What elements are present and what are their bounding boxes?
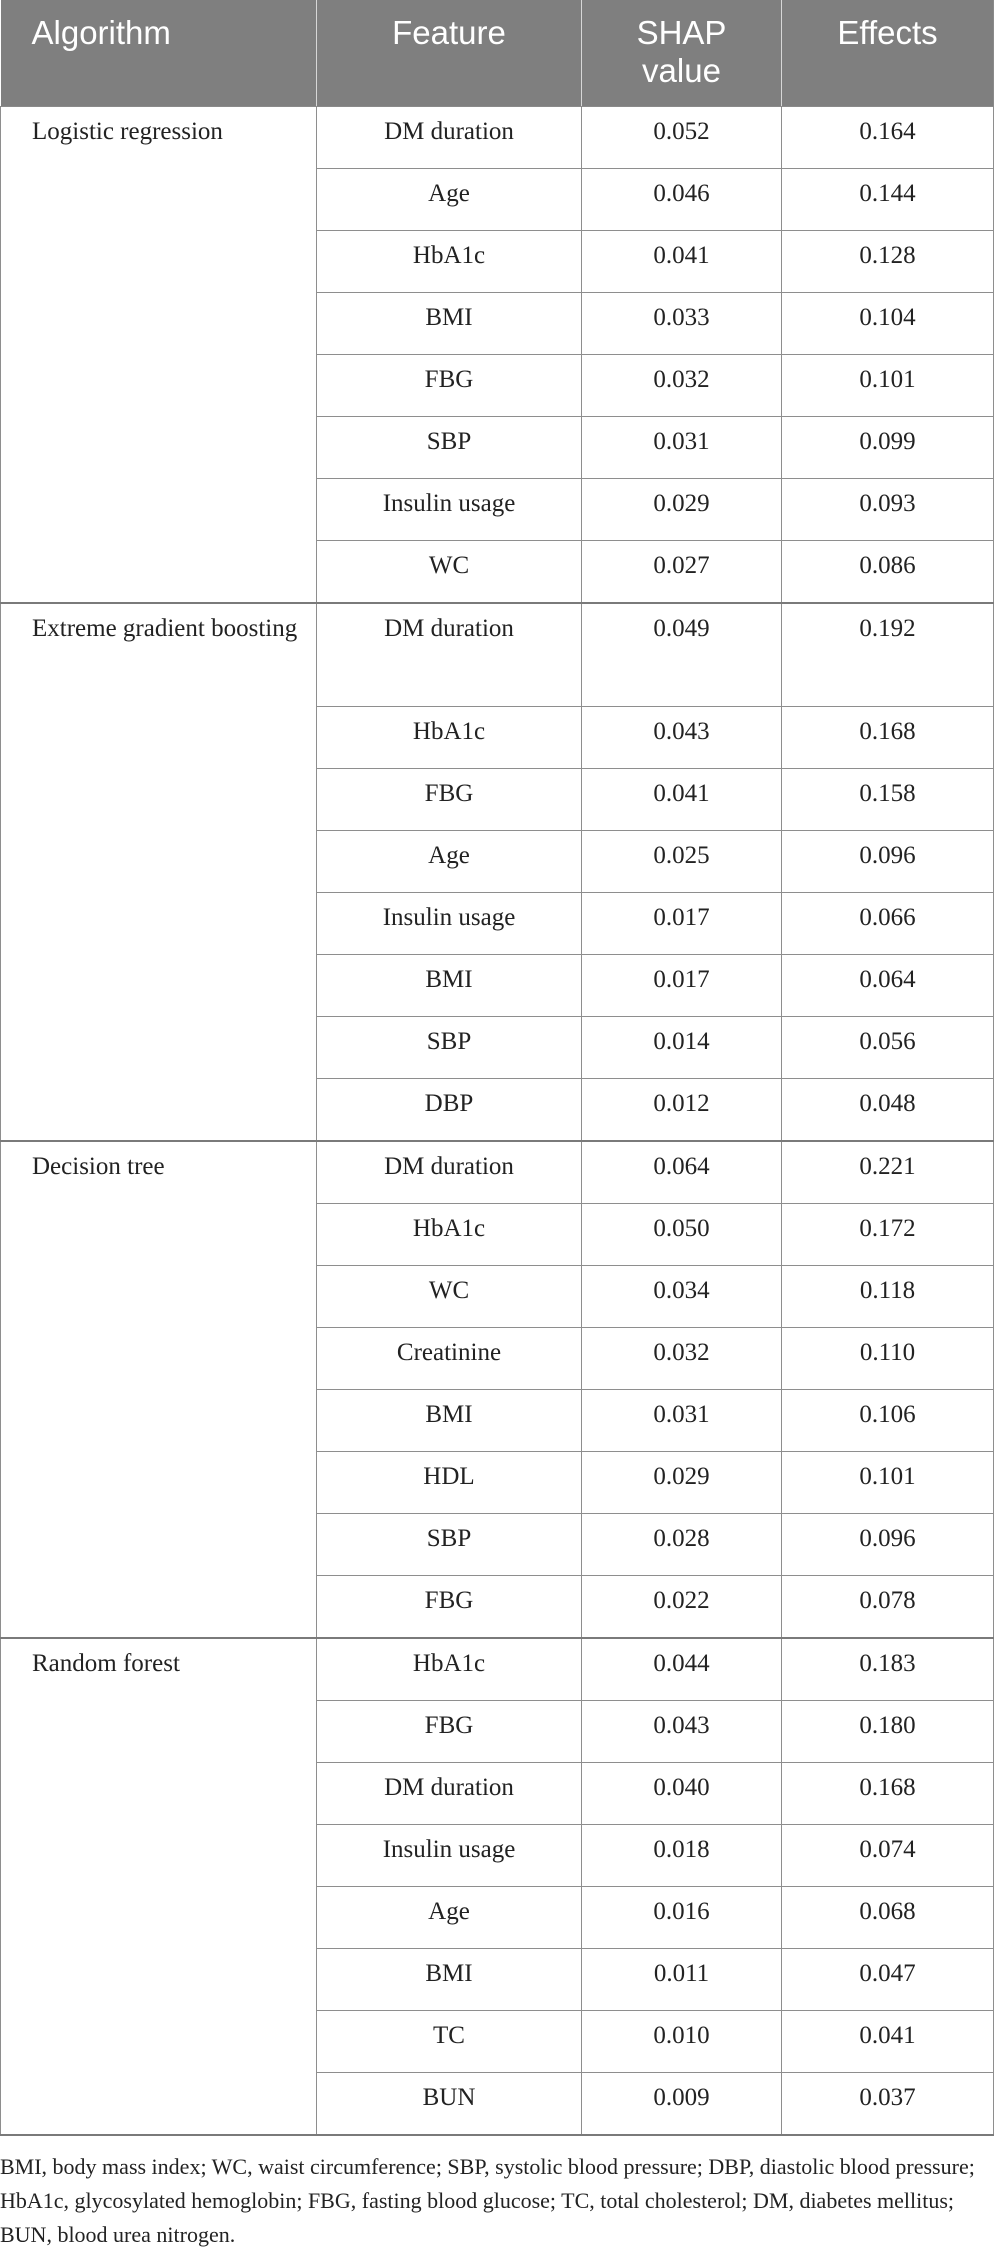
table-row	[1, 1141, 994, 1204]
effect-cell: 0.056	[782, 1017, 994, 1079]
shap-value-cell: 0.017	[582, 955, 782, 1017]
effect-cell: 0.078	[782, 1576, 994, 1639]
shap-value-cell: 0.011	[582, 1949, 782, 2011]
header-algorithm: Algorithm	[1, 0, 317, 107]
shap-value-cell: 0.028	[582, 1514, 782, 1576]
feature-cell: FBG	[317, 1576, 582, 1639]
shap-value-cell: 0.033	[582, 293, 782, 355]
table-row	[1, 603, 994, 707]
feature-cell: BMI	[317, 293, 582, 355]
table-footnote: BMI, body mass index; WC, waist circumference; SBP, systolic blood pressure; DBP, diastolic blood pressure; HbA1c, glycosylated hemoglobin; FBG, fasting blood glucose; TC, total cholesterol; DM, diabetes mellitus; BUN, blood urea nitrogen.	[0, 2154, 975, 2247]
effect-cell: 0.221	[782, 1141, 994, 1204]
feature-cell: BUN	[317, 2073, 582, 2136]
effect-cell: 0.093	[782, 479, 994, 541]
shap-value-cell: 0.046	[582, 169, 782, 231]
effect-cell: 0.099	[782, 417, 994, 479]
feature-cell: FBG	[317, 355, 582, 417]
feature-cell: Creatinine	[317, 1328, 582, 1390]
effect-cell: 0.158	[782, 769, 994, 831]
feature-cell: HbA1c	[317, 1638, 582, 1701]
feature-cell: BMI	[317, 955, 582, 1017]
effect-cell: 0.172	[782, 1204, 994, 1266]
feature-cell: DM duration	[317, 603, 582, 707]
table-header	[1, 0, 994, 107]
feature-cell: SBP	[317, 1514, 582, 1576]
shap-value-cell: 0.027	[582, 541, 782, 604]
effect-cell: 0.106	[782, 1390, 994, 1452]
feature-cell: HbA1c	[317, 1204, 582, 1266]
effect-cell: 0.041	[782, 2011, 994, 2073]
feature-cell: DM duration	[317, 107, 582, 169]
shap-value-cell: 0.018	[582, 1825, 782, 1887]
shap-value-cell: 0.052	[582, 107, 782, 169]
feature-cell: HbA1c	[317, 707, 582, 769]
feature-cell: DBP	[317, 1079, 582, 1142]
feature-cell: Age	[317, 831, 582, 893]
header-shap-value: SHAP value	[582, 0, 782, 107]
algorithm-cell: Random forest	[1, 1638, 317, 2135]
effect-cell: 0.164	[782, 107, 994, 169]
feature-cell: BMI	[317, 1949, 582, 2011]
feature-cell: SBP	[317, 1017, 582, 1079]
effect-cell: 0.068	[782, 1887, 994, 1949]
shap-value-cell: 0.031	[582, 417, 782, 479]
shap-value-cell: 0.049	[582, 603, 782, 707]
shap-value-cell: 0.022	[582, 1576, 782, 1639]
feature-cell: Age	[317, 169, 582, 231]
feature-cell: TC	[317, 2011, 582, 2073]
effect-cell: 0.096	[782, 1514, 994, 1576]
effect-cell: 0.110	[782, 1328, 994, 1390]
effect-cell: 0.168	[782, 707, 994, 769]
algorithm-cell: Logistic regression	[1, 107, 317, 604]
shap-value-cell: 0.029	[582, 1452, 782, 1514]
algorithm-cell: Extreme gradient boosting	[1, 603, 317, 1141]
shap-value-cell: 0.034	[582, 1266, 782, 1328]
effect-cell: 0.096	[782, 831, 994, 893]
effect-cell: 0.048	[782, 1079, 994, 1142]
shap-value-cell: 0.043	[582, 707, 782, 769]
feature-cell: Age	[317, 1887, 582, 1949]
feature-cell: Insulin usage	[317, 479, 582, 541]
effect-cell: 0.064	[782, 955, 994, 1017]
shap-value-cell: 0.032	[582, 355, 782, 417]
effect-cell: 0.118	[782, 1266, 994, 1328]
shap-value-cell: 0.041	[582, 231, 782, 293]
feature-cell: DM duration	[317, 1141, 582, 1204]
effect-cell: 0.086	[782, 541, 994, 604]
shap-value-cell: 0.016	[582, 1887, 782, 1949]
shap-value-cell: 0.025	[582, 831, 782, 893]
shap-value-cell: 0.043	[582, 1701, 782, 1763]
effect-cell: 0.047	[782, 1949, 994, 2011]
shap-value-cell: 0.041	[582, 769, 782, 831]
effect-cell: 0.104	[782, 293, 994, 355]
effect-cell: 0.101	[782, 355, 994, 417]
table-row	[1, 1638, 994, 1701]
feature-cell: DM duration	[317, 1763, 582, 1825]
feature-cell: FBG	[317, 1701, 582, 1763]
effect-cell: 0.180	[782, 1701, 994, 1763]
shap-value-cell: 0.050	[582, 1204, 782, 1266]
shap-value-cell: 0.032	[582, 1328, 782, 1390]
shap-value-cell: 0.009	[582, 2073, 782, 2136]
header-row	[1, 0, 994, 107]
feature-cell: Insulin usage	[317, 893, 582, 955]
effect-cell: 0.183	[782, 1638, 994, 1701]
shap-value-cell: 0.031	[582, 1390, 782, 1452]
feature-cell: SBP	[317, 417, 582, 479]
shap-value-cell: 0.012	[582, 1079, 782, 1142]
algorithm-cell: Decision tree	[1, 1141, 317, 1638]
effect-cell: 0.128	[782, 231, 994, 293]
feature-cell: HDL	[317, 1452, 582, 1514]
effect-cell: 0.074	[782, 1825, 994, 1887]
feature-cell: FBG	[317, 769, 582, 831]
effect-cell: 0.144	[782, 169, 994, 231]
shap-value-cell: 0.014	[582, 1017, 782, 1079]
effect-cell: 0.066	[782, 893, 994, 955]
shap-value-cell: 0.017	[582, 893, 782, 955]
feature-cell: BMI	[317, 1390, 582, 1452]
effect-cell: 0.101	[782, 1452, 994, 1514]
shap-value-cell: 0.040	[582, 1763, 782, 1825]
effect-cell: 0.037	[782, 2073, 994, 2136]
shap-value-cell: 0.044	[582, 1638, 782, 1701]
table-row	[1, 107, 994, 169]
header-feature: Feature	[317, 0, 582, 107]
feature-cell: HbA1c	[317, 231, 582, 293]
shap-value-cell: 0.010	[582, 2011, 782, 2073]
shap-value-cell: 0.029	[582, 479, 782, 541]
effect-cell: 0.168	[782, 1763, 994, 1825]
feature-cell: WC	[317, 541, 582, 604]
header-effects: Effects	[782, 0, 994, 107]
table-body	[1, 107, 994, 2136]
feature-cell: Insulin usage	[317, 1825, 582, 1887]
shap-value-cell: 0.064	[582, 1141, 782, 1204]
effect-cell: 0.192	[782, 603, 994, 707]
feature-cell: WC	[317, 1266, 582, 1328]
